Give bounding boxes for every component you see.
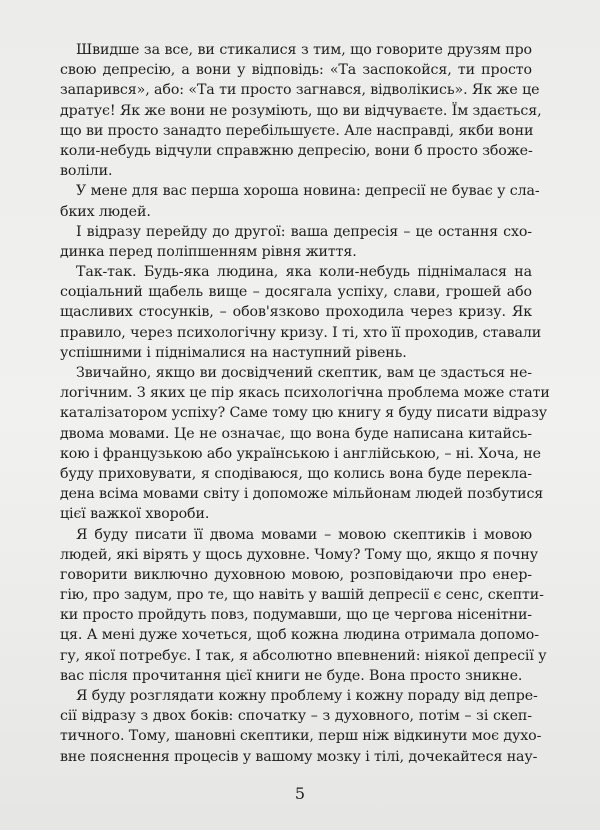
text-line: Так-так. Будь-яка людина, яка коли-небудь піднімалася на — [76, 264, 532, 281]
text-line: дена всіма мовами світу і допоможе мільйонам людей позбутися — [60, 486, 544, 503]
text-line: правило, через психологічну кризу. І ті, хто її проходив, ставали — [60, 324, 542, 341]
text-line: Швидше за все, ви стикалися з тим, що говорите друзям про — [76, 42, 532, 58]
paragraph — [60, 525, 547, 687]
text-line: успішними і піднімалися на наступний рівень. — [60, 344, 407, 361]
text-line: сії відразу з двох боків: спочатку – з духовного, потім – зі скеп- — [60, 708, 532, 725]
text-line: Я буду писати її двома мовами – мовою скептиків і мовою — [76, 526, 532, 543]
text-line: говорити виключно духовною мовою, розповідаючи про енер- — [60, 566, 532, 583]
text-line: У мене для вас перша хороша новина: депресії не буває у сла- — [76, 183, 540, 200]
paragraph — [60, 363, 550, 525]
text-line: буду приховувати, я сподіваюся, що колись вона буде перекла- — [60, 465, 532, 482]
text-line: І відразу перейду до другої: ваша депресія – це остання схо- — [76, 223, 532, 240]
text-line: соціальний щабель вище – досягала успіху, слави, грошей або — [60, 284, 532, 301]
paragraph — [60, 181, 540, 221]
text-line: бких людей. — [60, 203, 151, 220]
paragraph — [60, 222, 532, 262]
text-line: гу, якої потребує. І так, я абсолютно впевнений: ніякої депресії у — [60, 647, 547, 664]
text-line: логічним. З яких це пір якась психологічна проблема може стати — [60, 385, 550, 402]
text-line: дратує! Як же вони не розуміють, що ви відчуваєте. Їм здається, — [60, 102, 542, 119]
text-line: що ви просто занадто перебільшуєте. Але насправді, якби вони — [60, 122, 534, 139]
text-line: запарився», або: «Та ти просто загнався, відволікись». Як же це — [60, 82, 540, 99]
paragraph — [60, 262, 542, 363]
text-line: коли-небудь відчули справжню депресію, вони б просто збоже- — [60, 142, 533, 159]
text-line: людей, які вірять у щось духовне. Чому? Тому що, якщо я почну — [60, 546, 538, 563]
paragraph — [60, 40, 542, 181]
text-line: вне пояснення процесів у вашому мозку і тілі, дочекайтеся нау- — [60, 748, 538, 765]
text-line: каталізатором успіху? Саме тому цю книгу я буду писати відразу — [60, 405, 548, 422]
paragraph — [60, 686, 542, 767]
text-line: Я буду розглядати кожну проблему і кожну пораду від депре- — [76, 688, 538, 704]
text-line: ки просто пройдуть повз, подумавши, що це чергова нісенітни- — [60, 607, 532, 624]
text-line: воліли. — [60, 163, 113, 180]
text-line: тичного. Тому, шановні скептики, перш ніж відкинути моє духо- — [60, 728, 542, 745]
page-body — [60, 40, 550, 767]
text-line: вас після прочитання цієї книги не буде. Вона просто зникне. — [60, 667, 523, 684]
text-line: гію, про задум, про те, що навіть у вашій депресії є сенс, скепти- — [60, 587, 544, 604]
text-line: щасливих стосунків, – обов'язково проходила через кризу. Як — [60, 304, 532, 321]
page-number: 5 — [294, 784, 306, 803]
text-line: Звичайно, якщо ви досвідчений скептик, вам це здасться не- — [76, 365, 532, 381]
text-line: цієї важкої хвороби. — [60, 506, 210, 523]
text-line: кою і французькою або українською і англійською, – ні. Хоча, не — [60, 445, 541, 462]
text-line: свою депресію, а вони у відповідь: «Та заспокойся, ти просто — [60, 62, 532, 79]
text-line: ця. А мені дуже хочеться, щоб кожна людина отримала допомо- — [60, 627, 539, 644]
text-line: двома мовами. Це не означає, що вона буде написана китайсь- — [60, 425, 532, 442]
text-line: динка перед поліпшенням рівня життя. — [60, 243, 357, 260]
